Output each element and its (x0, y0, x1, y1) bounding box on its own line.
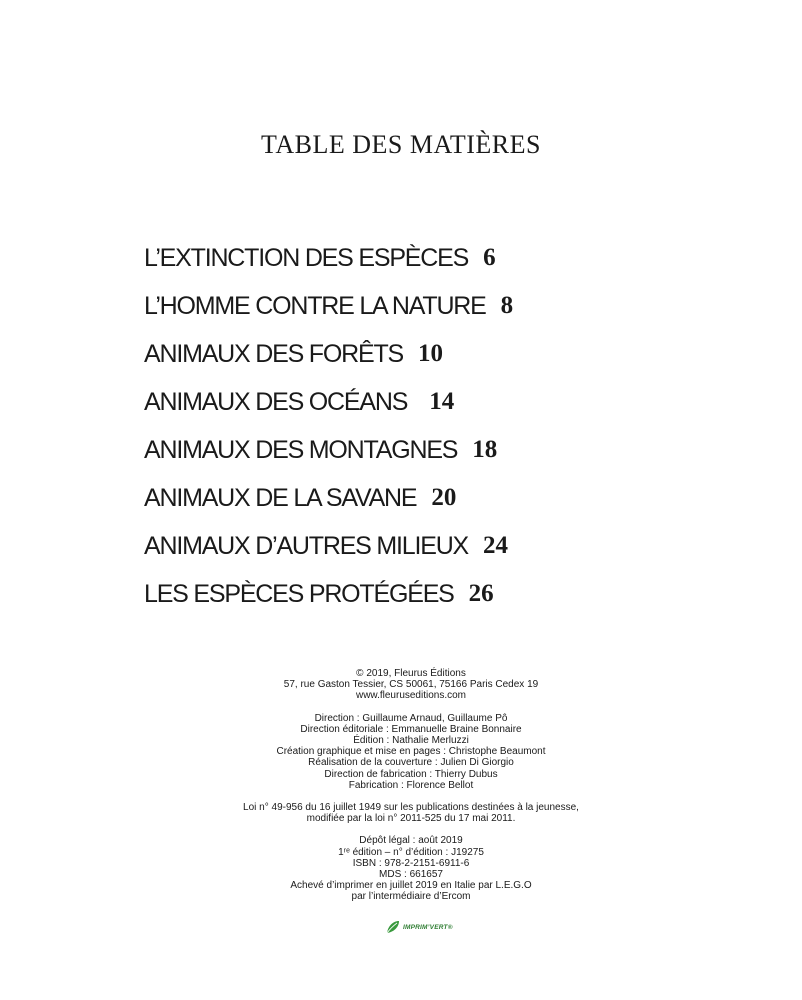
toc-entry[interactable] (144, 234, 513, 282)
toc-entry-label: LES ESPÈCES PROTÉGÉES (144, 579, 454, 608)
legal-notice (20, 802, 802, 824)
copyright-line: © 2019, Fleurus Éditions (356, 668, 466, 679)
toc-entry-page: 26 (468, 580, 494, 607)
toc-entry-page: 6 (483, 244, 496, 271)
toc-entry-label: L’EXTINCTION DES ESPÈCES (144, 243, 469, 272)
toc-entry[interactable] (144, 474, 513, 522)
toc-entry-label: ANIMAUX DES MONTAGNES (144, 435, 458, 464)
credit-line: Réalisation de la couverture : Julien Di Giorgio (308, 757, 514, 769)
colophon (0, 668, 802, 914)
publisher-address: 57, rue Gaston Tessier, CS 50061, 75166 Paris Cedex 19 (283, 679, 539, 691)
publisher-website-link[interactable]: www.fleuruseditions.com (355, 690, 467, 702)
toc-entry-page: 14 (429, 388, 455, 415)
credits (20, 713, 802, 791)
credit-line: Direction de fabrication : Thierry Dubus (324, 768, 498, 780)
credit-line: Fabrication : Florence Bellot (348, 779, 474, 791)
publisher-info (20, 668, 802, 702)
toc-entry-page: 10 (418, 340, 443, 367)
printing-line: par l’intermédiaire d’Ercom (351, 891, 471, 903)
toc-entry-page: 8 (500, 292, 514, 319)
printing-line: ISBN : 978-2-2151-6911-6 (352, 857, 470, 869)
law-line: modifiée par la loi n° 2011-525 du 17 mai 2011. (306, 813, 516, 825)
toc-entry-label: ANIMAUX D’AUTRES MILIEUX (144, 531, 469, 560)
law-line: Loi n° 49-956 du 16 juillet 1949 sur les publications destinées à la jeunesse, (243, 802, 579, 814)
toc-entry-label: ANIMAUX DES FORÊTS (144, 339, 403, 368)
credit-line: Édition : Nathalie Merluzzi (353, 735, 469, 747)
credit-line: Direction : Guillaume Arnaud, Guillaume Pô (314, 712, 508, 724)
toc-entry[interactable] (144, 522, 513, 570)
toc-entry-label: L’HOMME CONTRE LA NATURE (144, 291, 486, 320)
printing-line: Dépôt légal : août 2019 (359, 835, 463, 847)
leaf-icon (386, 920, 400, 934)
toc-entry-page: 24 (483, 532, 509, 559)
toc-entry-page: 20 (431, 484, 457, 511)
toc-entry[interactable] (144, 570, 513, 618)
toc-entry[interactable] (144, 378, 513, 426)
toc-entry-page: 18 (472, 436, 498, 463)
credit-line: Direction éditoriale : Emmanuelle Braine Bonnaire (300, 723, 522, 735)
imprim-vert-logo (386, 920, 453, 934)
toc-entry[interactable] (144, 282, 513, 330)
page-title: TABLE DES MATIÈRES (261, 130, 541, 159)
logo-text: IMPRIM’VERT® (403, 923, 453, 931)
printing-line: 1ʳᵉ édition – n° d’édition : J19275 (338, 846, 484, 858)
table-of-contents (144, 234, 513, 618)
printing-info (20, 835, 802, 902)
printing-line: MDS : 661657 (379, 869, 443, 881)
toc-entry-label: ANIMAUX DE LA SAVANE (144, 483, 417, 512)
toc-entry[interactable] (144, 330, 513, 378)
toc-entry-label: ANIMAUX DES OCÉANS (144, 387, 408, 416)
credit-line: Création graphique et mise en pages : Christophe Beaumont (276, 746, 546, 758)
toc-entry[interactable] (144, 426, 513, 474)
printing-line: Achevé d’imprimer en juillet 2019 en Italie par L.E.G.O (290, 880, 532, 892)
